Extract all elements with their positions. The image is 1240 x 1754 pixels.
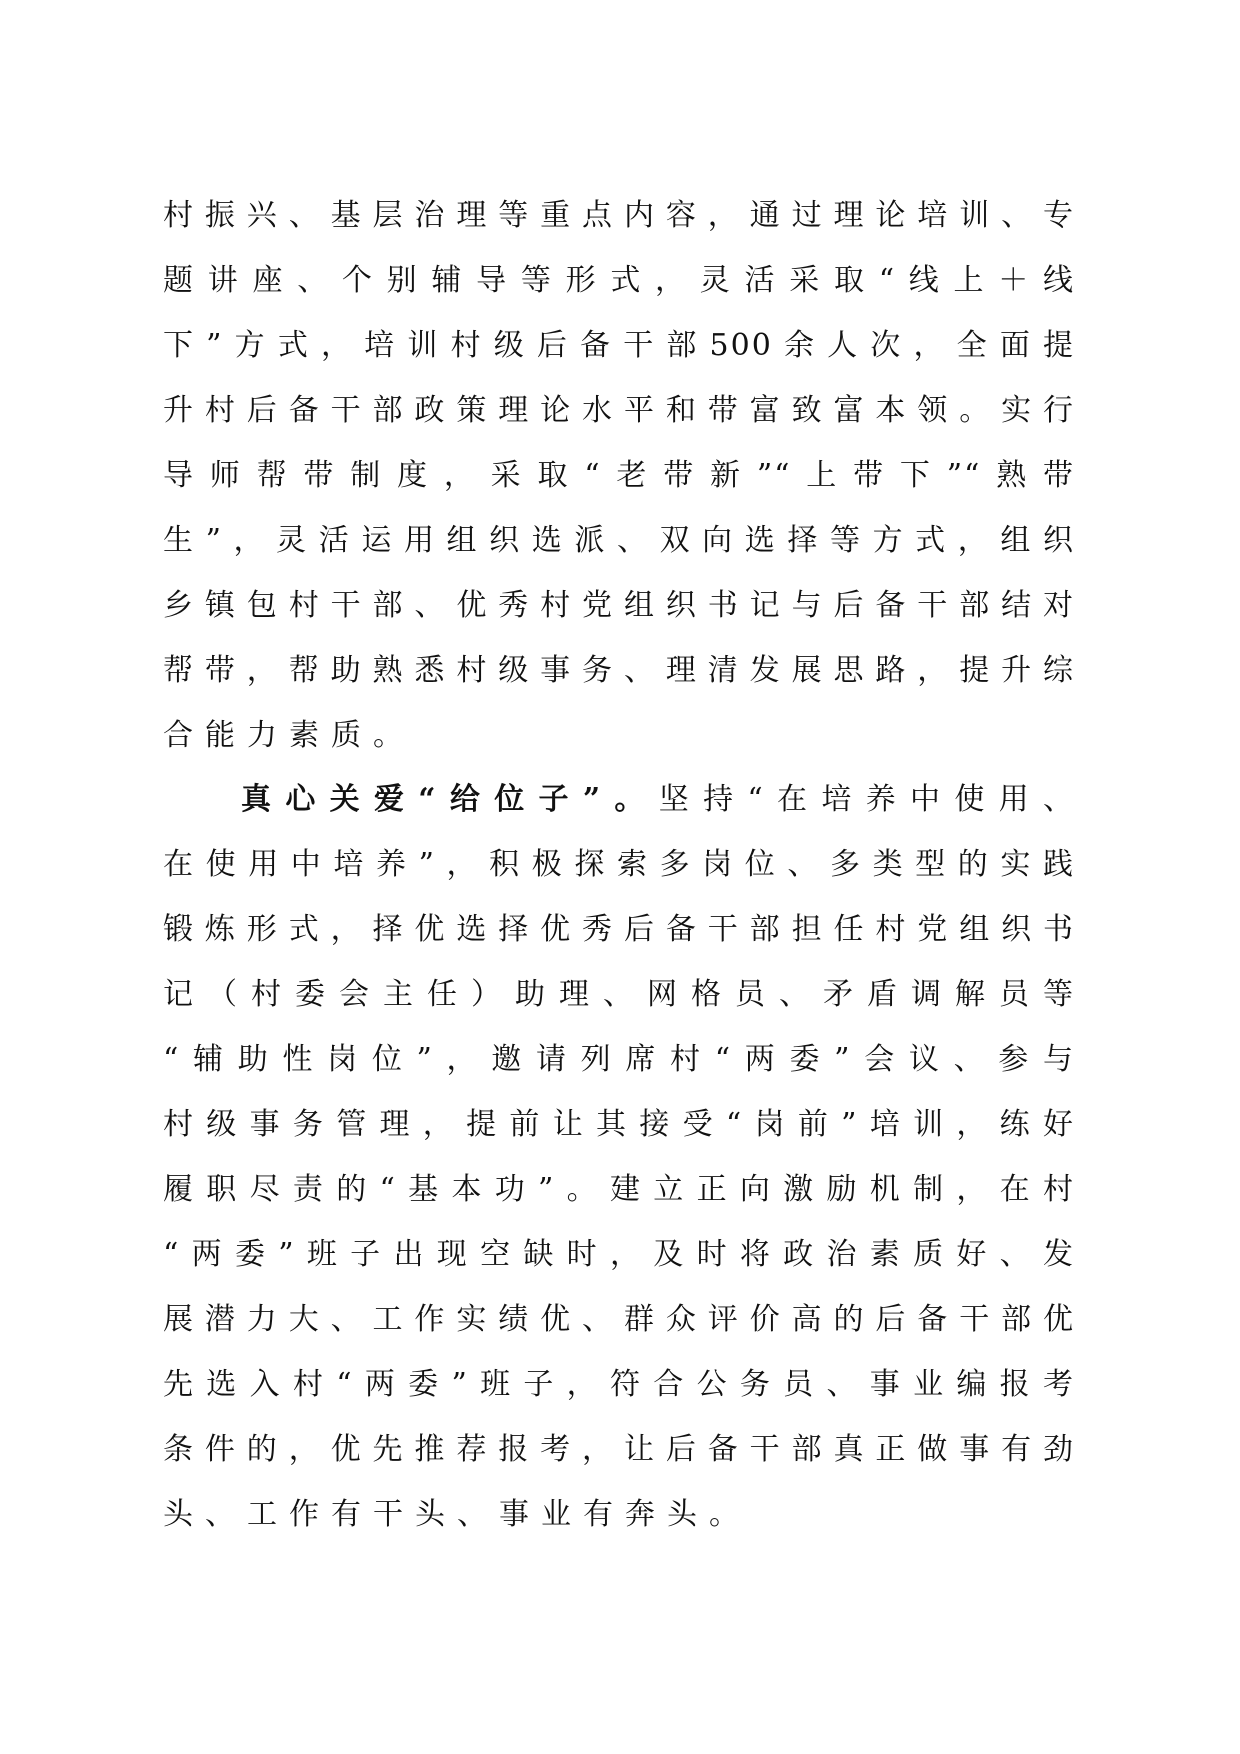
paragraph-line: 记（村委会主任）助理、网格员、矛盾调解员等 xyxy=(163,977,1075,1012)
section-heading: 真心关爱“给位子”。 xyxy=(241,782,659,817)
paragraph-line: 条件的，优先推荐报考，让后备干部真正做事有劲 xyxy=(163,1432,1075,1467)
paragraph-line: “两委”班子出现空缺时，及时将政治素质好、发 xyxy=(163,1237,1075,1272)
paragraph-line: 生”，灵活运用组织选派、双向选择等方式，组织 xyxy=(163,523,1075,558)
paragraph-first-line xyxy=(163,767,1075,832)
paragraph-line: 锻炼形式，择优选择优秀后备干部担任村党组织书 xyxy=(163,912,1075,947)
paragraph-line: 先选入村“两委”班子，符合公务员、事业编报考 xyxy=(163,1367,1075,1402)
paragraph-line: 升村后备干部政策理论水平和带富致富本领。实行 xyxy=(163,393,1075,428)
paragraph-line: 合能力素质。 xyxy=(163,718,415,753)
first-line-text: 坚持“在培养中使用、 xyxy=(658,782,1075,817)
paragraph-line: 乡镇包村干部、优秀村党组织书记与后备干部结对 xyxy=(163,588,1075,623)
paragraph-training xyxy=(163,183,1075,768)
paragraph-line: 题讲座、个别辅导等形式，灵活采取“线上＋线 xyxy=(163,263,1075,298)
paragraph-line: “辅助性岗位”，邀请列席村“两委”会议、参与 xyxy=(163,1042,1075,1077)
paragraph-line: 展潜力大、工作实绩优、群众评价高的后备干部优 xyxy=(163,1302,1075,1337)
paragraph-care xyxy=(163,767,1075,1547)
paragraph-line: 下”方式，培训村级后备干部500余人次，全面提 xyxy=(163,328,1075,363)
paragraph-line: 帮带，帮助熟悉村级事务、理清发展思路，提升综 xyxy=(163,653,1075,688)
paragraph-line: 在使用中培养”，积极探索多岗位、多类型的实践 xyxy=(163,847,1075,882)
paragraph-line: 履职尽责的“基本功”。建立正向激励机制，在村 xyxy=(163,1172,1075,1207)
paragraph-line: 头、工作有干头、事业有奔头。 xyxy=(163,1497,751,1532)
paragraph-line: 村级事务管理，提前让其接受“岗前”培训，练好 xyxy=(163,1107,1075,1142)
paragraph-line: 导师帮带制度，采取“老带新”“上带下”“熟带 xyxy=(163,458,1075,493)
paragraph-line: 村振兴、基层治理等重点内容，通过理论培训、专 xyxy=(163,198,1075,233)
